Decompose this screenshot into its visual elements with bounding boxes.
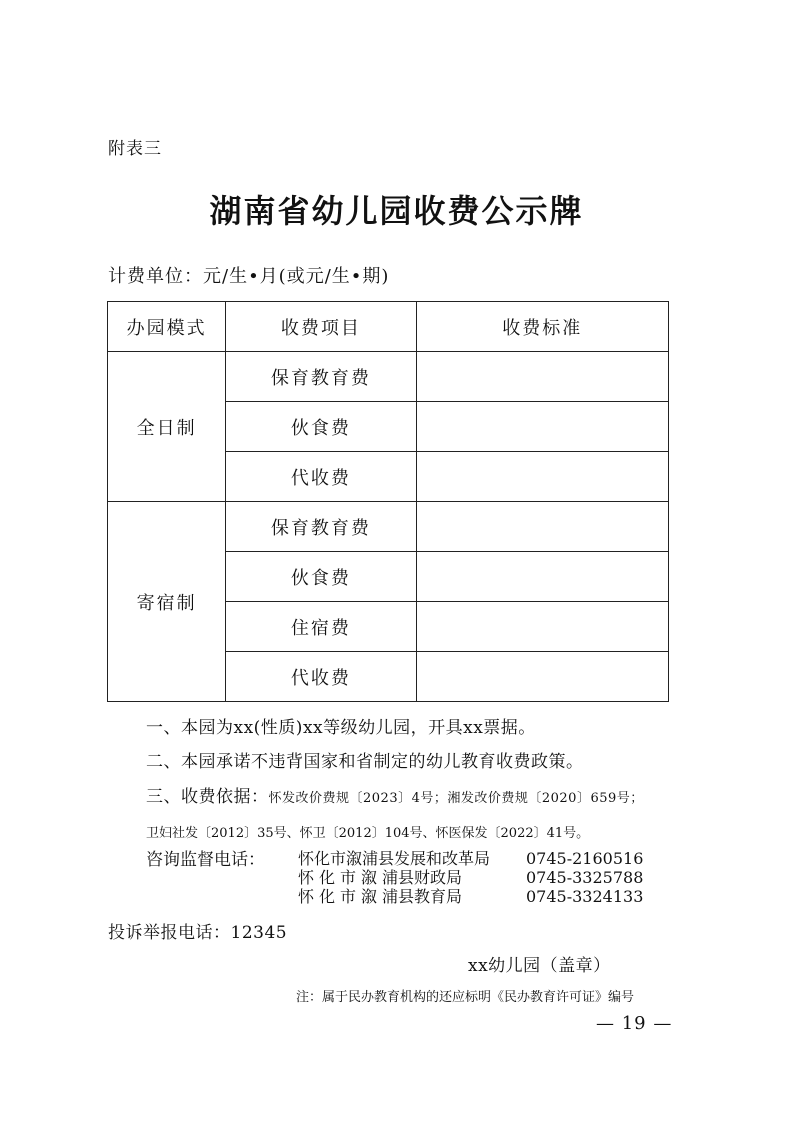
table-header-row xyxy=(108,302,669,352)
consult-dept-prefix: 怀化市溆 xyxy=(298,887,383,906)
consult-label: 咨询监督电话： xyxy=(146,850,265,870)
item-cell: 保育教育费 xyxy=(226,352,416,402)
header-mode: 办园模式 xyxy=(108,302,226,352)
item-cell: 代收费 xyxy=(226,652,416,702)
item-cell: 伙食费 xyxy=(226,402,416,452)
consult-dept-prefix: 怀化市溆 xyxy=(298,868,383,887)
page-number: — 19 — xyxy=(596,1013,673,1034)
header-item: 收费项目 xyxy=(226,302,416,352)
note-2: 二、本园承诺不违背国家和省制定的幼儿教育收费政策。 xyxy=(146,752,584,772)
note-3-label: 三、收费依据： xyxy=(146,787,269,807)
consult-dept: 怀化市溆浦县发展和改革局 xyxy=(298,849,491,868)
complaint-phone: 投诉举报电话：12345 xyxy=(108,923,288,943)
table-row xyxy=(108,352,669,402)
billing-unit: 计费单位：元/生•月(或元/生•期) xyxy=(108,266,390,287)
consult-phone: 0745-3324133 xyxy=(526,887,644,906)
fee-table xyxy=(107,301,669,702)
table-row xyxy=(108,502,669,552)
note-1: 一、本园为xx(性质)xx等级幼儿园，开具xx票据。 xyxy=(146,718,536,738)
item-cell: 代收费 xyxy=(226,452,416,502)
footnote: 注：属于民办教育机构的还应标明《民办教育许可证》编号 xyxy=(296,990,635,1005)
header-standard: 收费标准 xyxy=(416,302,668,352)
standard-cell xyxy=(416,402,668,452)
mode-cell: 全日制 xyxy=(108,352,226,502)
consult-row xyxy=(298,884,643,907)
item-cell: 伙食费 xyxy=(226,552,416,602)
mode-cell: 寄宿制 xyxy=(108,502,226,702)
standard-cell xyxy=(416,602,668,652)
consult-phone: 0745-2160516 xyxy=(526,849,644,868)
standard-cell xyxy=(416,452,668,502)
appendix-label: 附表三 xyxy=(108,139,162,159)
consult-dept-suffix: 浦县教育局 xyxy=(382,887,463,906)
item-cell: 住宿费 xyxy=(226,602,416,652)
consult-dept-suffix: 浦县财政局 xyxy=(382,868,463,887)
standard-cell xyxy=(416,352,668,402)
note-3-basis: 怀发改价费规〔2023〕4号；湘发改价费规〔2020〕659号； xyxy=(268,791,644,806)
standard-cell xyxy=(416,502,668,552)
item-cell: 保育教育费 xyxy=(226,502,416,552)
standard-cell xyxy=(416,652,668,702)
consult-phone: 0745-3325788 xyxy=(526,868,644,887)
standard-cell xyxy=(416,552,668,602)
note-3 xyxy=(146,782,644,807)
note-3-continued: 卫妇社发〔2012〕35号、怀卫〔2012〕104号、怀医保发〔2022〕41号。 xyxy=(146,826,590,841)
seal-line: xx幼儿园（盖章） xyxy=(468,956,611,976)
document-title: 湖南省幼儿园收费公示牌 xyxy=(209,192,584,230)
